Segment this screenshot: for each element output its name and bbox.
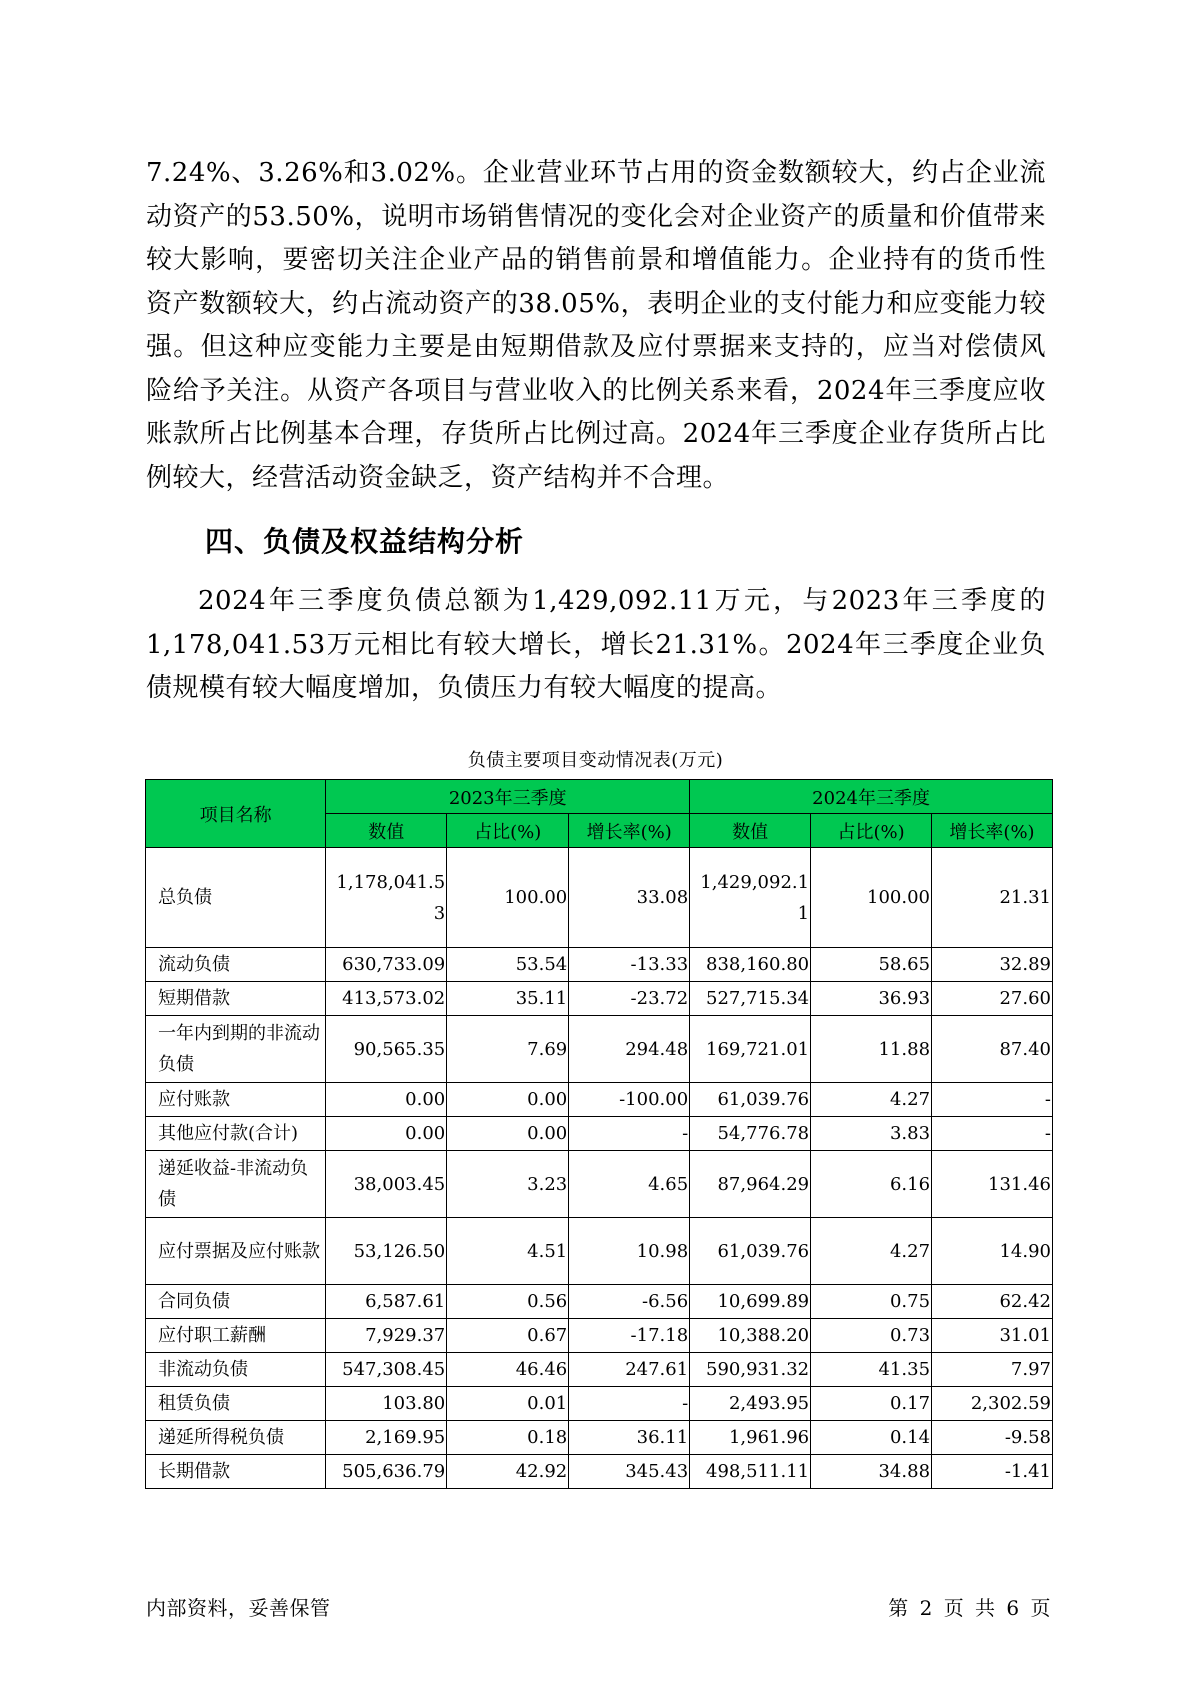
growth-2023: -	[569, 1117, 690, 1151]
share-2023: 4.51	[447, 1218, 569, 1285]
value-2023: 630,733.09	[326, 948, 447, 982]
growth-2024: 32.89	[932, 948, 1053, 982]
share-2023: 42.92	[447, 1455, 569, 1489]
table-row	[146, 1016, 1053, 1083]
growth-2023: 294.48	[569, 1016, 690, 1083]
row-name: 流动负债	[146, 948, 326, 982]
header-period-2023: 2023年三季度	[326, 780, 690, 814]
share-2024: 3.83	[811, 1117, 932, 1151]
value-2023: 53,126.50	[326, 1218, 447, 1285]
growth-2023: -6.56	[569, 1285, 690, 1319]
row-name: 应付职工薪酬	[146, 1319, 326, 1353]
share-2023: 35.11	[447, 982, 569, 1016]
value-2023: 413,573.02	[326, 982, 447, 1016]
share-2023: 100.00	[447, 848, 569, 948]
share-2023: 3.23	[447, 1151, 569, 1218]
row-name: 非流动负债	[146, 1353, 326, 1387]
row-name: 长期借款	[146, 1455, 326, 1489]
growth-2023: -23.72	[569, 982, 690, 1016]
value-2023: 505,636.79	[326, 1455, 447, 1489]
share-2023: 0.56	[447, 1285, 569, 1319]
growth-2023: 247.61	[569, 1353, 690, 1387]
growth-2024: -1.41	[932, 1455, 1053, 1489]
share-2024: 4.27	[811, 1083, 932, 1117]
share-2023: 7.69	[447, 1016, 569, 1083]
footer-confidential-note: 内部资料，妥善保管	[146, 1596, 331, 1620]
table-row	[146, 1083, 1053, 1117]
row-name: 合同负债	[146, 1285, 326, 1319]
value-2024: 498,511.11	[690, 1455, 811, 1489]
value-2024: 54,776.78	[690, 1117, 811, 1151]
share-2023: 0.00	[447, 1117, 569, 1151]
table-body	[146, 848, 1053, 1489]
row-name: 其他应付款(合计)	[146, 1117, 326, 1151]
row-name: 递延收益-非流动负债	[146, 1151, 326, 1218]
value-2024: 1,961.96	[690, 1421, 811, 1455]
growth-2023: -17.18	[569, 1319, 690, 1353]
table-row	[146, 1218, 1053, 1285]
value-2024: 838,160.80	[690, 948, 811, 982]
row-name: 应付票据及应付账款	[146, 1218, 326, 1285]
growth-2024: 87.40	[932, 1016, 1053, 1083]
growth-2023: 4.65	[569, 1151, 690, 1218]
share-2024: 0.73	[811, 1319, 932, 1353]
growth-2024: 27.60	[932, 982, 1053, 1016]
value-2023: 38,003.45	[326, 1151, 447, 1218]
share-2024: 36.93	[811, 982, 932, 1016]
header-share-2023: 占比(%)	[447, 814, 569, 848]
table-row	[146, 1285, 1053, 1319]
table-header	[146, 780, 1053, 848]
header-share-2024: 占比(%)	[811, 814, 932, 848]
row-name: 一年内到期的非流动负债	[146, 1016, 326, 1083]
table-row	[146, 1353, 1053, 1387]
growth-2024: 21.31	[932, 848, 1053, 948]
row-name: 应付账款	[146, 1083, 326, 1117]
value-2023: 2,169.95	[326, 1421, 447, 1455]
share-2024: 0.17	[811, 1387, 932, 1421]
row-name: 租赁负债	[146, 1387, 326, 1421]
value-2024: 87,964.29	[690, 1151, 811, 1218]
value-2023: 0.00	[326, 1117, 447, 1151]
header-growth-2024: 增长率(%)	[932, 814, 1053, 848]
table-row	[146, 1421, 1053, 1455]
value-2024: 10,388.20	[690, 1319, 811, 1353]
value-2023: 7,929.37	[326, 1319, 447, 1353]
header-value-2024: 数值	[690, 814, 811, 848]
body-paragraph-2: 2024年三季度负债总额为1,429,092.11万元，与2023年三季度的1,178,041.53万元相比有较大增长，增长21.31%。2024年三季度企业负债规模有较大幅度增加，负债压力有较大幅度的提高。	[146, 586, 1046, 703]
table-row	[146, 1117, 1053, 1151]
share-2024: 0.14	[811, 1421, 932, 1455]
growth-2024: 31.01	[932, 1319, 1053, 1353]
value-2023: 0.00	[326, 1083, 447, 1117]
growth-2023: 10.98	[569, 1218, 690, 1285]
growth-2024: 2,302.59	[932, 1387, 1053, 1421]
share-2024: 41.35	[811, 1353, 932, 1387]
growth-2023: -100.00	[569, 1083, 690, 1117]
table-row	[146, 948, 1053, 982]
share-2024: 0.75	[811, 1285, 932, 1319]
footer-page-number: 第 2 页 共 6 页	[888, 1596, 1051, 1620]
table-caption: 负债主要项目变动情况表(万元)	[467, 750, 724, 771]
share-2023: 0.67	[447, 1319, 569, 1353]
value-2024: 61,039.76	[690, 1083, 811, 1117]
value-2023: 6,587.61	[326, 1285, 447, 1319]
table-row	[146, 1151, 1053, 1218]
value-2023: 90,565.35	[326, 1016, 447, 1083]
value-2024: 527,715.34	[690, 982, 811, 1016]
share-2024: 11.88	[811, 1016, 932, 1083]
value-2024: 61,039.76	[690, 1218, 811, 1285]
value-2023: 1,178,041.53	[326, 848, 447, 948]
header-growth-2023: 增长率(%)	[569, 814, 690, 848]
value-2023: 547,308.45	[326, 1353, 447, 1387]
value-2024: 590,931.32	[690, 1353, 811, 1387]
value-2024: 2,493.95	[690, 1387, 811, 1421]
share-2024: 4.27	[811, 1218, 932, 1285]
growth-2023: -13.33	[569, 948, 690, 982]
value-2024: 169,721.01	[690, 1016, 811, 1083]
table-row	[146, 848, 1053, 948]
table-row	[146, 1387, 1053, 1421]
row-name: 总负债	[146, 848, 326, 948]
value-2024: 1,429,092.11	[690, 848, 811, 948]
row-name: 递延所得税负债	[146, 1421, 326, 1455]
growth-2024: -9.58	[932, 1421, 1053, 1455]
growth-2024: -	[932, 1117, 1053, 1151]
share-2023: 46.46	[447, 1353, 569, 1387]
header-value-2023: 数值	[326, 814, 447, 848]
share-2024: 58.65	[811, 948, 932, 982]
share-2023: 0.18	[447, 1421, 569, 1455]
table-row	[146, 1455, 1053, 1489]
growth-2023: 33.08	[569, 848, 690, 948]
header-item-name: 项目名称	[146, 780, 326, 848]
share-2023: 0.00	[447, 1083, 569, 1117]
growth-2023: 345.43	[569, 1455, 690, 1489]
growth-2024: 14.90	[932, 1218, 1053, 1285]
table-row	[146, 982, 1053, 1016]
value-2024: 10,699.89	[690, 1285, 811, 1319]
liabilities-table	[145, 779, 1053, 1489]
share-2024: 100.00	[811, 848, 932, 948]
growth-2023: 36.11	[569, 1421, 690, 1455]
header-period-2024: 2024年三季度	[690, 780, 1053, 814]
growth-2024: -	[932, 1083, 1053, 1117]
share-2024: 34.88	[811, 1455, 932, 1489]
growth-2024: 131.46	[932, 1151, 1053, 1218]
growth-2023: -	[569, 1387, 690, 1421]
table-row	[146, 1319, 1053, 1353]
body-paragraph-1: 7.24%、3.26%和3.02%。企业营业环节占用的资金数额较大，约占企业流动资产的53.50%，说明市场销售情况的变化会对企业资产的质量和价值带来较大影响，要密切关注企业产品的销售前景和增值能力。企业持有的货币性资产数额较大，约占流动资产的38.05%，表明企业的支付能力和应变能力较强。但这种应变能力主要是由短期借款及应付票据来支持的，应当对偿债风险给予关注。从资产各项目与营业收入的比例关系来看，2024年三季度应收账款所占比例基本合理，存货所占比例过高。2024年三季度企业存货所占比例较大，经营活动资金缺乏，资产结构并不合理。	[146, 158, 1046, 493]
share-2023: 53.54	[447, 948, 569, 982]
value-2023: 103.80	[326, 1387, 447, 1421]
share-2024: 6.16	[811, 1151, 932, 1218]
share-2023: 0.01	[447, 1387, 569, 1421]
section-heading: 四、负债及权益结构分析	[205, 525, 525, 558]
growth-2024: 62.42	[932, 1285, 1053, 1319]
row-name: 短期借款	[146, 982, 326, 1016]
growth-2024: 7.97	[932, 1353, 1053, 1387]
